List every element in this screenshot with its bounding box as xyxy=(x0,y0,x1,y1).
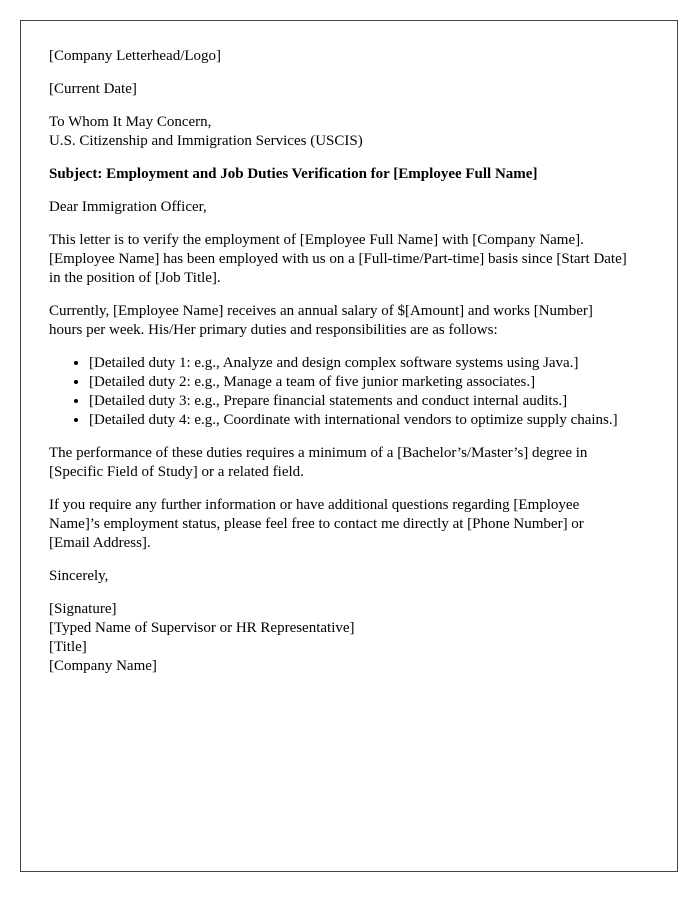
company-letterhead-placeholder: [Company Letterhead/Logo] xyxy=(49,48,222,64)
recipient-line-to-whom: To Whom It May Concern, xyxy=(49,114,212,130)
duty-item-1: • [Detailed duty 1: e.g., Analyze and design complex software systems using Java.] xyxy=(89,354,627,373)
paragraph-salary-duties-intro: Currently, [Employee Name] receives an annual salary of $[Amount] and works [Number] hours per week. His/Her primary duties and responsibilities are as follows: xyxy=(49,303,593,338)
company-name-placeholder: [Company Name] xyxy=(49,658,157,674)
salutation: Dear Immigration Officer, xyxy=(49,199,207,215)
paragraph-contact-info: If you require any further information or have additional questions regarding [Employee Name]’s employment status, please feel free to contact me directly at [Phone Number] or [Email Address]. xyxy=(49,497,584,551)
signature-placeholder: [Signature] xyxy=(49,601,117,617)
letter-page xyxy=(20,20,678,872)
paragraph-degree-requirement: The performance of these duties requires a minimum of a [Bachelor’s/Master’s] degree in [Specific Field of Study] or a related field. xyxy=(49,445,588,480)
duty-item-2: • [Detailed duty 2: e.g., Manage a team of five junior marketing associates.] xyxy=(89,373,627,392)
supervisor-name-placeholder: [Typed Name of Supervisor or HR Representative] xyxy=(49,620,355,636)
paragraph-employment-verification: This letter is to verify the employment of [Employee Full Name] with [Company Name]. [Employee Name] has been employed with us on a [Full-time/Part-time] basis since [Start Date] in the position of [Job Title]. xyxy=(49,232,627,286)
title-placeholder: [Title] xyxy=(49,639,87,655)
closing: Sincerely, xyxy=(49,568,109,584)
duties-list xyxy=(49,354,627,430)
subject-line: Subject: Employment and Job Duties Verification for [Employee Full Name] xyxy=(49,166,538,182)
signature-block xyxy=(49,600,627,676)
recipient-block xyxy=(49,113,627,151)
recipient-line-uscis: U.S. Citizenship and Immigration Services (USCIS) xyxy=(49,133,363,149)
date-placeholder: [Current Date] xyxy=(49,81,137,97)
duty-item-3: • [Detailed duty 3: e.g., Prepare financial statements and conduct internal audits.] xyxy=(89,392,627,411)
duty-item-4: • [Detailed duty 4: e.g., Coordinate with international vendors to optimize supply chains.] xyxy=(89,411,627,430)
